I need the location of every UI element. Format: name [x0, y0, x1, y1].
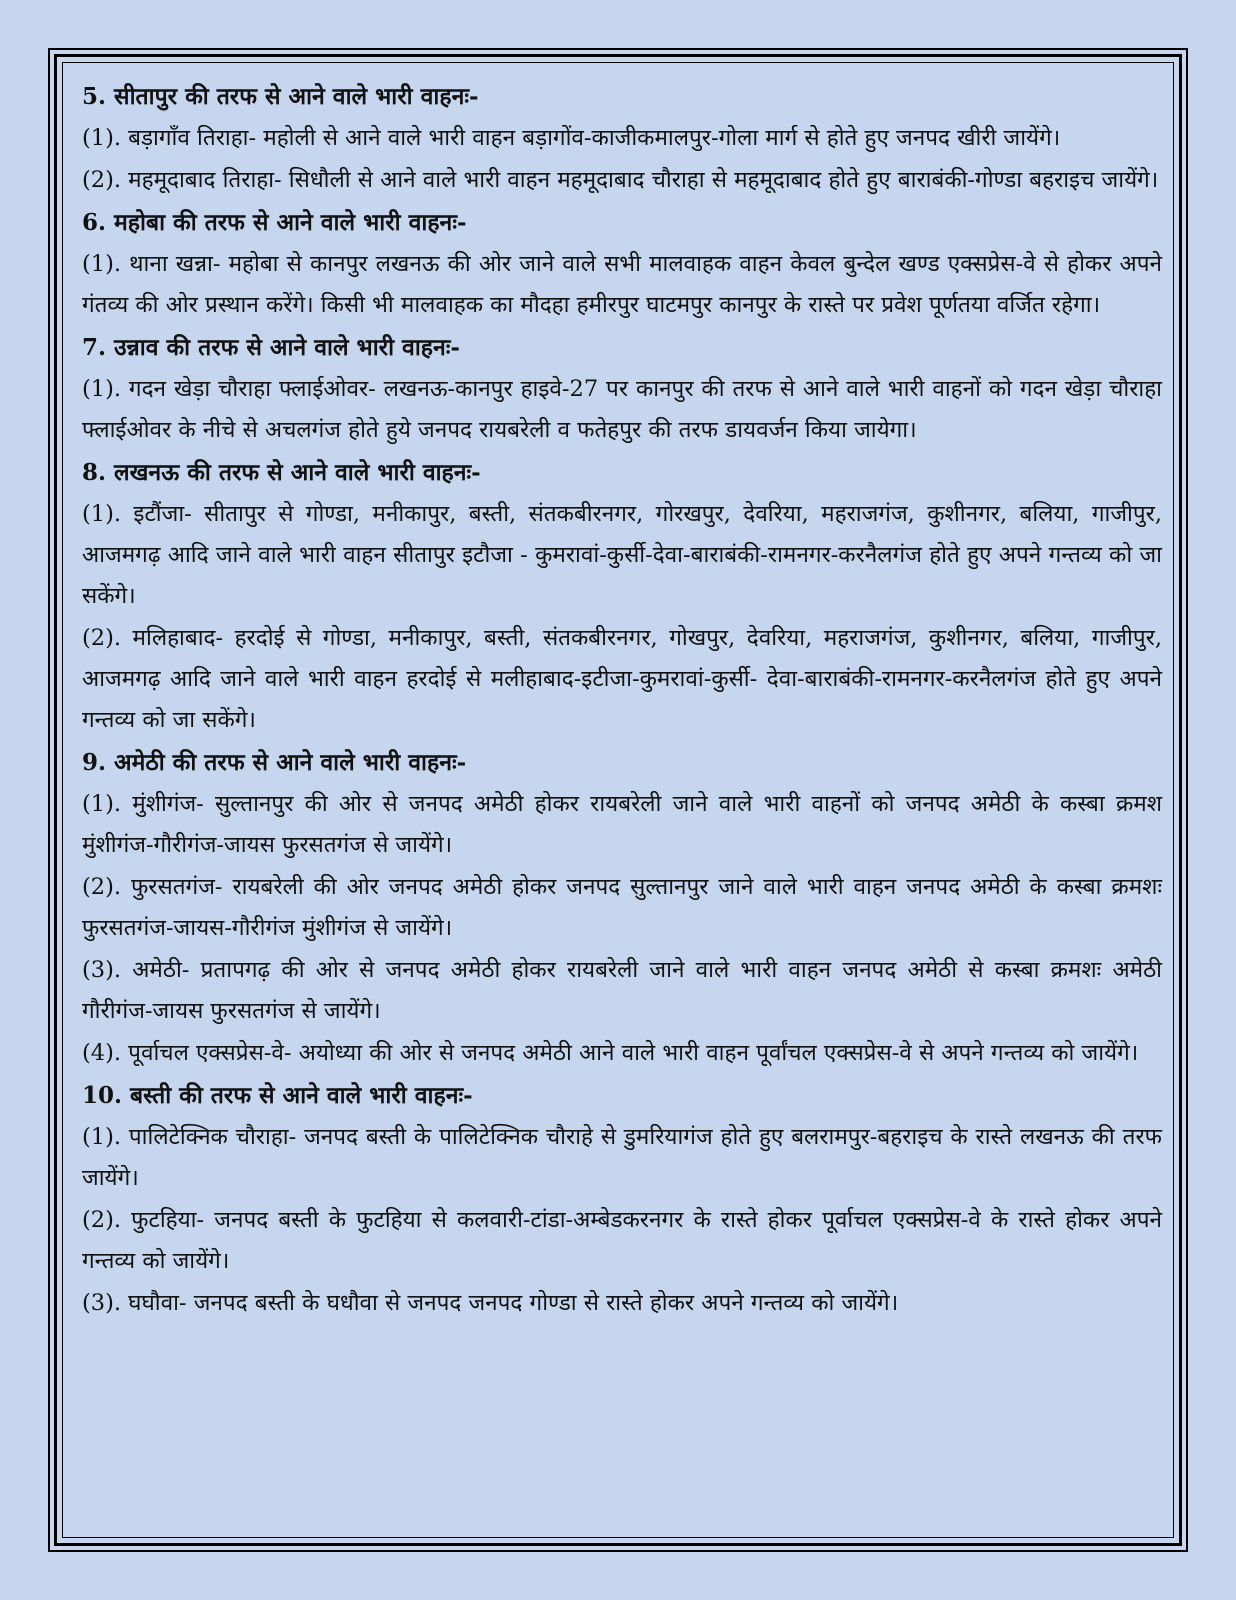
section-lucknow	[82, 452, 1162, 741]
section-heading: 10. बस्ती की तरफ से आने वाले भारी वाहनः-	[82, 1082, 473, 1109]
section-heading: 6. महोबा की तरफ से आने वाले भारी वाहनः-	[82, 209, 467, 236]
paragraph: (1). थाना खन्ना- महोबा से कानपुर लखनऊ की ओर जाने वाले सभी मालवाहक वाहन केवल बुन्देल खण्ड एक्सप्रेस-वे से होकर अपने गंतव्य की ओर प्रस्थान करेंगे। किसी भी मालवाहक का मौदहा हमीरपुर घाटमपुर कानपुर के रास्ते पर प्रवेश पूर्णतया वर्जित रहेगा।	[82, 251, 1162, 318]
section-heading: 9. अमेठी की तरफ से आने वाले भारी वाहनः-	[82, 749, 467, 776]
section-basti	[82, 1075, 1162, 1324]
paragraph: (1). बड़ागाँव तिराहा- महोली से आने वाले भारी वाहन बड़ागोंव-काजीकमालपुर-गोला मार्ग से होते हुए जनपद खीरी जायेंगे।	[82, 125, 1061, 151]
paragraph: (1). इटौंजा- सीतापुर से गोण्डा, मनीकापुर, बस्ती, संतकबीरनगर, गोरखपुर, देवरिया, महराजगंज, कुशीनगर, बलिया, गाजीपुर, आजमगढ़ आदि जाने वाले भारी वाहन सीतापुर इटौजा - कुमरावां-कुर्सी-देवा-बाराबंकी-रामनगर-करनैलगंज होते हुए अपने गन्तव्य को जा सकेंगे।	[82, 501, 1162, 609]
section-unnao	[82, 327, 1162, 451]
paragraph: (2). फुरसतगंज- रायबरेली की ओर जनपद अमेठी होकर जनपद सुल्तानपुर जाने वाले भारी वाहन जनपद अमेठी के कस्बा क्रमशः फुरसतगंज-जायस-गौरीगंज मुंशीगंज से जायेंगे।	[82, 874, 1162, 941]
section-heading: 7. उन्नाव की तरफ से आने वाले भारी वाहनः-	[82, 334, 460, 361]
paragraph: (3). घघौवा- जनपद बस्ती के घधौवा से जनपद जनपद गोण्डा से रास्ते होकर अपने गन्तव्य को जायेंगे।	[82, 1290, 899, 1316]
document-body	[82, 76, 1162, 1325]
paragraph: (1). पालिटेक्निक चौराहा- जनपद बस्ती के पालिटेक्निक चौराहे से डुमरियागंज होते हुए बलरामपुर-बहराइच के रास्ते लखनऊ की तरफ जायेंगे।	[82, 1124, 1162, 1191]
paragraph: (2). महमूदाबाद तिराहा- सिधौली से आने वाले भारी वाहन महमूदाबाद चौराहा से महमूदाबाद होते हुए बाराबंकी-गोण्डा बहराइच जायेंगे।	[82, 167, 1159, 193]
section-amethi	[82, 742, 1162, 1074]
paragraph: (2). मलिहाबाद- हरदोई से गोण्डा, मनीकापुर, बस्ती, संतकबीरनगर, गोखपुर, देवरिया, महराजगंज, कुशीनगर, बलिया, गाजीपुर, आजमगढ़ आदि जाने वाले भारी वाहन हरदोई से मलीहाबाद-इटीजा-कुमरावां-कुर्सी- देवा-बाराबंकी-रामनगर-करनैलगंज होते हुए अपने गन्तव्य को जा सकेंगे।	[82, 625, 1162, 733]
section-sitapur	[82, 76, 1162, 201]
paragraph: (2). फुटहिया- जनपद बस्ती के फुटहिया से कलवारी-टांडा-अम्बेडकरनगर के रास्ते होकर पूर्वाचल एक्सप्रेस-वे के रास्ते होकर अपने गन्तव्य को जायेंगे।	[82, 1207, 1162, 1274]
paragraph: (1). मुंशीगंज- सुल्तानपुर की ओर से जनपद अमेठी होकर रायबरेली जाने वाले भारी वाहनों को जनपद अमेठी के कस्बा क्रमश मुंशीगंज-गौरीगंज-जायस फुरसतगंज से जायेंगे।	[82, 791, 1162, 858]
section-mahoba	[82, 202, 1162, 326]
section-heading: 5. सीतापुर की तरफ से आने वाले भारी वाहनः-	[82, 83, 479, 110]
paragraph: (3). अमेठी- प्रतापगढ़ की ओर से जनपद अमेठी होकर रायबरेली जाने वाले भारी वाहन जनपद अमेठी से कस्बा क्रमशः अमेठी गौरीगंज-जायस फुरसतगंज से जायेंगे।	[82, 957, 1162, 1024]
section-heading: 8. लखनऊ की तरफ से आने वाले भारी वाहनः-	[82, 459, 481, 486]
paragraph: (1). गदन खेड़ा चौराहा फ्लाईओवर- लखनऊ-कानपुर हाइवे-27 पर कानपुर की तरफ से आने वाले भारी वाहनों को गदन खेड़ा चौराहा फ्लाईओवर के नीचे से अचलगंज होते हुये जनपद रायबरेली व फतेहपुर की तरफ डायवर्जन किया जायेगा।	[82, 376, 1162, 443]
paragraph: (4). पूर्वाचल एक्सप्रेस-वे- अयोध्या की ओर से जनपद अमेठी आने वाले भारी वाहन पूर्वांचल एक्सप्रेस-वे से अपने गन्तव्य को जायेंगे।	[82, 1040, 1139, 1066]
